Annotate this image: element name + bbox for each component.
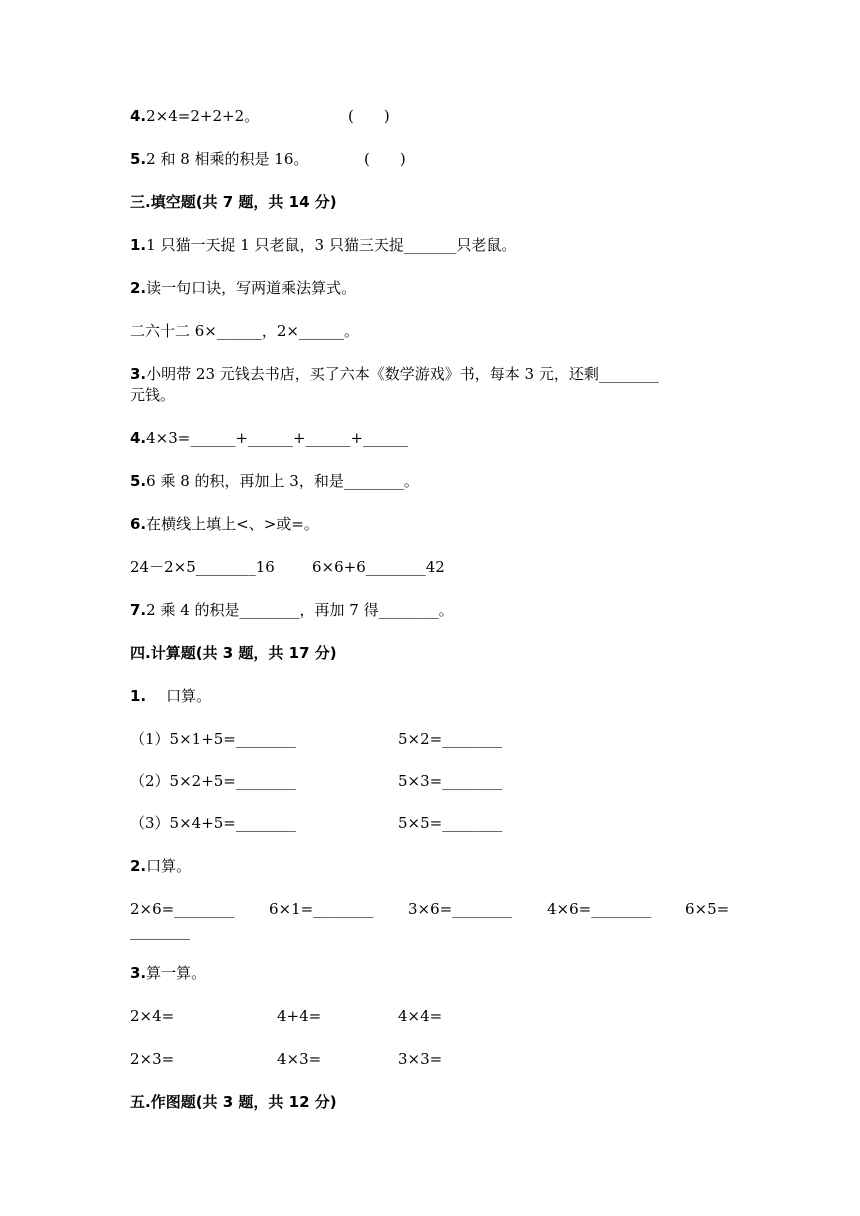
question-text: 小明带 23 元钱去书店，买了六本《数学游戏》书，每本 3 元，还剩________	[146, 365, 659, 383]
calc-row-2-col-3: 3×3=	[398, 1050, 443, 1068]
fill-question-6	[130, 514, 319, 534]
oral-item-5-blank: ________	[130, 922, 190, 940]
question-text: 1 只猫一天捉 1 只老鼠，3 只猫三天捉_______只老鼠。	[146, 236, 517, 254]
question-text: 在横线上填上<、>或=。	[146, 515, 319, 533]
question-number: 1.	[130, 687, 147, 705]
calc-row-1-col-2: 4+4=	[277, 1007, 322, 1025]
fill-question-2-sub: 二六十二 6×______，2×______。	[130, 322, 359, 340]
calc-question-2	[130, 856, 191, 876]
answer-parentheses[interactable]: ( )	[364, 150, 406, 168]
oral-calc-row-1-left: （1）5×1+5=________	[130, 730, 296, 748]
fill-question-7	[130, 600, 454, 620]
question-number: 1.	[130, 236, 147, 254]
oral-item-1: 2×6=________	[130, 900, 235, 918]
calc-question-1	[130, 686, 211, 706]
oral-item-3: 3×6=________	[408, 900, 513, 918]
fill-question-3	[130, 364, 659, 384]
fill-question-1	[130, 235, 516, 255]
oral-calc-row-1-right: 5×2=________	[398, 730, 503, 748]
calc-row-2-col-1: 2×3=	[130, 1050, 175, 1068]
fill-question-5	[130, 471, 419, 491]
answer-parentheses[interactable]: ( )	[348, 107, 390, 125]
question-number: 2.	[130, 857, 147, 875]
question-number: 4.	[130, 107, 147, 125]
fill-question-2	[130, 278, 356, 298]
question-text: 2×4=2+2+2。	[146, 107, 260, 125]
judgement-question-5	[130, 149, 308, 169]
compare-item-a: 24－2×5________16	[130, 558, 275, 576]
oral-item-4: 4×6=________	[547, 900, 652, 918]
judgement-question-4	[130, 106, 259, 126]
question-text: 2 和 8 相乘的积是 16。	[146, 150, 309, 168]
fill-question-4	[130, 428, 408, 448]
question-number: 4.	[130, 429, 147, 447]
oral-calc-row-3-right: 5×5=________	[398, 814, 503, 832]
section-3-heading: 三.填空题(共 7 题，共 14 分)	[130, 193, 337, 211]
question-text: 口算。	[146, 857, 192, 875]
question-number: 5.	[130, 472, 147, 490]
question-number: 5.	[130, 150, 147, 168]
fill-question-3-line2: 元钱。	[130, 386, 176, 404]
question-text: 算一算。	[146, 964, 207, 982]
calc-question-3	[130, 963, 206, 983]
question-text: 4×3=______+______+______+______	[146, 429, 409, 447]
compare-item-b: 6×6+6________42	[312, 558, 445, 576]
calc-row-1-col-1: 2×4=	[130, 1007, 175, 1025]
question-text: 6 乘 8 的积，再加上 3，和是________。	[146, 472, 419, 490]
oral-item-2: 6×1=________	[269, 900, 374, 918]
question-number: 3.	[130, 365, 147, 383]
oral-calc-row-2-left: （2）5×2+5=________	[130, 772, 296, 790]
question-text: 2 乘 4 的积是________，再加 7 得________。	[146, 601, 454, 619]
question-number: 6.	[130, 515, 147, 533]
calc-row-1-col-3: 4×4=	[398, 1007, 443, 1025]
oral-calc-row-2-right: 5×3=________	[398, 772, 503, 790]
question-number: 3.	[130, 964, 147, 982]
oral-calc-row-3-left: （3）5×4+5=________	[130, 814, 296, 832]
question-text: 读一句口诀，写两道乘法算式。	[146, 279, 357, 297]
oral-item-5: 6×5=	[685, 900, 730, 918]
section-4-heading: 四.计算题(共 3 题，共 17 分)	[130, 644, 337, 662]
question-text: 口算。	[166, 687, 212, 705]
calc-row-2-col-2: 4×3=	[277, 1050, 322, 1068]
section-5-heading: 五.作图题(共 3 题，共 12 分)	[130, 1093, 337, 1111]
question-number: 7.	[130, 601, 147, 619]
question-number: 2.	[130, 279, 147, 297]
